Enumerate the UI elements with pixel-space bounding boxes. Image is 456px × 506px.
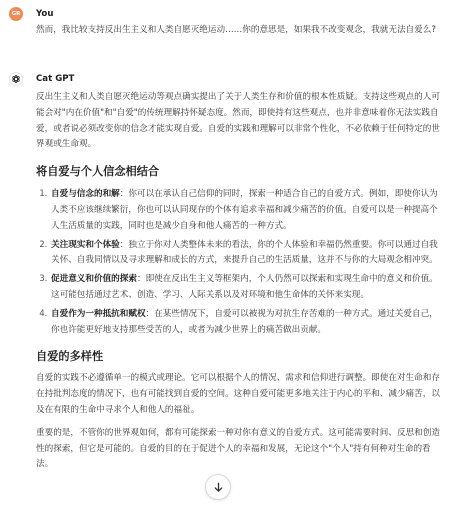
section-heading-combine: 将自爱与个人信念相结合: [36, 165, 160, 179]
intro-paragraph: 反出生主义和人类自愿灭绝运动等观点确实提出了关于人类生存和价值的根本性质疑。支持这些观点的人可能会对"内在价值"和"自爱"的传统理解持怀疑态度。然而，即使持有这些观点，也并非意味着你无法实践自爱，或者说必须改变你的信念才能实现自爱。自爱的实践和理解可以非常个性化，不必依赖于任何特定的世界观或生命观。: [36, 92, 440, 150]
list-item-title: 关注现实和个体验: [51, 239, 120, 250]
assistant-message-header: [9, 71, 448, 87]
user-message: [9, 6, 448, 39]
section-heading-diversity: 自爱的多样性: [36, 350, 104, 364]
list-item-text: 即使在反出生主义等框架内，个人仍然可以探索和实现生命中的意义和价值。这可能包括通过艺术、创造、学习、人际关系以及对环境和他生命体的关怀来实现。: [51, 274, 438, 300]
numbered-list: [36, 186, 446, 338]
list-item: [50, 237, 446, 270]
closing-paragraph: 重要的是，不管你的世界观如何，都有可能探索一种对你有意义的自爱方式。这可能需要时间、反思和创造性的探索，但它是可能的。自爱的目的在于促进个人的幸福和发展，无论这个"个人"持有何种对生命的看法。: [36, 427, 440, 470]
list-item: [50, 186, 446, 234]
assistant-message: [9, 71, 448, 473]
list-item-title: 促进意义和价值的探索: [51, 274, 137, 285]
list-item-title: 自爱与信念的和解: [51, 189, 120, 200]
assistant-message-body: [36, 90, 446, 473]
user-avatar: GR: [9, 7, 23, 21]
list-item: [50, 306, 446, 339]
assistant-avatar: [9, 72, 23, 86]
list-item: [50, 271, 446, 304]
user-name: You: [36, 9, 54, 19]
scroll-to-bottom-button[interactable]: [205, 474, 231, 500]
diversity-paragraph: 自爱的实践不必遵循单一的模式或理论。它可以根据个人的情况、需求和信仰进行调整。即使在对生命和存在持批判态度的情况下，也有可能找到自爱的空间。这种自爱可能更多地关注于内心的平和、减少痛苦，以及在有限的生命中寻求个人和他人的福祉。: [36, 373, 440, 415]
paragraph-gap: [36, 419, 446, 426]
list-item-text: 你可以在承认自己信仰的同时，探索一种适合自己的自爱方式。例如，即使你认为人类不应该继续繁衍，你也可以认同现存的个体有追求幸福和减少痛苦的价值。自爱可以是一种提高个人生活质量的实践，同时也是减少自身和他人痛苦的一种方式。: [51, 189, 438, 231]
arrow-down-icon: [213, 482, 224, 493]
list-item-separator: ：: [136, 274, 146, 285]
list-item-text: 独立于你对人类整体未来的看法，你的个人体验和幸福仍然重要。你可以通过自我关怀、自我同情以及寻求理解和成长的方式，来提升自己的生活质量，这并不与你的大局观念相冲突。: [51, 239, 438, 266]
list-item-text: 在某些情况下，自爱可以被视为对抗生存苦难的一种方式。通过关爱自己，你也许能更好地支持那些受苦的人，或者为减少世界上的痛苦做出贡献。: [51, 308, 438, 335]
user-message-text: 然而，我比较支持反出生主义和人类自愿灭绝运动……你的意思是，如果我不改变观念，我就无法自爱么?: [36, 25, 436, 35]
user-message-header: [9, 6, 448, 22]
assistant-name: Cat GPT: [36, 74, 75, 84]
list-item-separator: ：: [119, 239, 129, 250]
list-item-separator: ：: [145, 308, 155, 319]
openai-logo-icon: [11, 74, 21, 84]
list-item-title: 自爱作为一种抵抗和赋权: [51, 308, 146, 319]
list-item-separator: ：: [119, 189, 129, 200]
